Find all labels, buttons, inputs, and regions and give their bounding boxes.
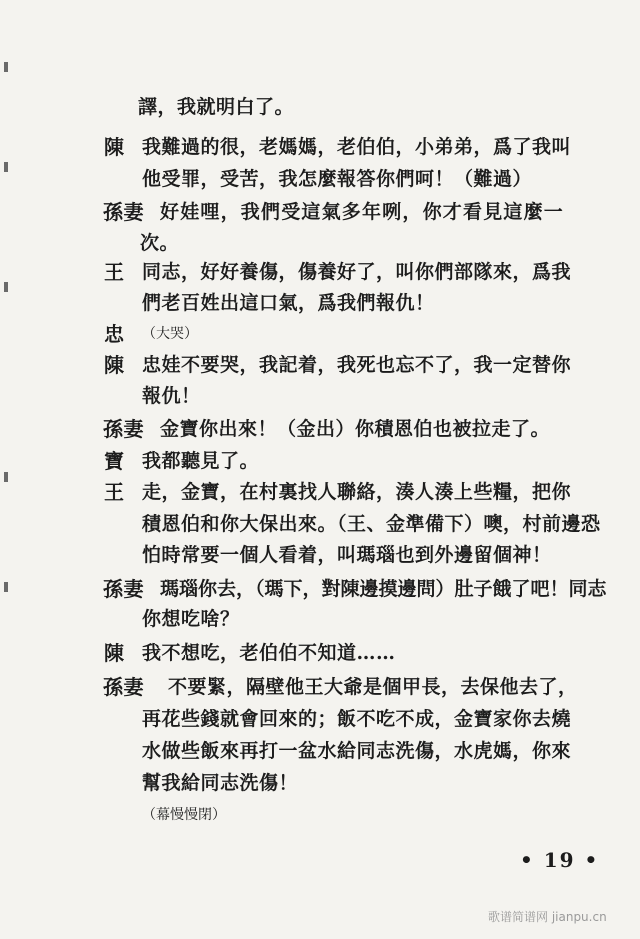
dialogue-text: 再花些錢就會回來的；飯不吃不成，金寶家你去燒	[142, 708, 572, 730]
speaker-name: 陳	[104, 641, 125, 665]
dialogue-text: 同志，好好養傷，傷養好了，叫你們部隊來，爲我	[142, 261, 572, 283]
dialogue-text: 好娃哩，我們受這氣多年咧，你才看見這麼一	[160, 201, 565, 223]
stage-direction: （幕慢慢閉）	[142, 807, 226, 823]
margin-mark	[4, 282, 8, 292]
dialogue-text: 忠娃不要哭，我記着，我死也忘不了，我一定替你	[142, 354, 572, 376]
dialogue-text: 水做些飯來再打一盆水給同志洗傷，水虎媽，你來	[142, 740, 572, 762]
speaker-name: 寶	[104, 449, 125, 473]
dialogue-text: 積恩伯和你大保出來。（王、金準備下）噢，村前邊恐	[142, 513, 601, 535]
dialogue-text: 次。	[140, 232, 180, 254]
dialogue-text: 他受罪，受苦，我怎麼報答你們呵！（難過）	[142, 168, 533, 190]
dialogue-text: 譯，我就明白了。	[138, 96, 295, 118]
speaker-name: 孫妻	[103, 675, 144, 699]
dialogue-text: 幫我給同志洗傷！	[142, 772, 299, 794]
dialogue-text: 瑪瑙你去，（瑪下，對陳邊摸邊問）肚子餓了吧！同志	[160, 578, 607, 600]
margin-mark	[4, 162, 8, 172]
dialogue-text: 你想吃啥？	[142, 608, 240, 630]
speaker-name: 孫妻	[103, 577, 144, 601]
margin-mark	[4, 62, 8, 72]
dialogue-text: 們老百姓出這口氣，爲我們報仇！	[142, 292, 435, 314]
margin-mark	[4, 582, 8, 592]
watermark: 歌谱简谱网 jianpu.cn	[488, 910, 607, 924]
speaker-name: 陳	[104, 135, 125, 159]
speaker-name: 陳	[104, 353, 125, 377]
speaker-name: 王	[104, 480, 125, 504]
dialogue-text: 走，金寶，在村裏找人聯絡，湊人湊上些糧，把你	[142, 481, 572, 503]
speaker-name: 孫妻	[103, 417, 144, 441]
speaker-name: 王	[104, 260, 125, 284]
speaker-name: 孫妻	[103, 200, 144, 224]
dialogue-text: 金寶你出來！（金出）你積恩伯也被拉走了。	[160, 418, 551, 440]
dialogue-text: 報仇！	[142, 385, 201, 407]
dialogue-text: 我不想吃，老伯伯不知道……	[142, 642, 396, 664]
margin-mark	[4, 472, 8, 482]
speaker-name: 忠	[104, 322, 125, 346]
dialogue-text: 我難過的很，老媽媽，老伯伯，小弟弟，爲了我叫	[142, 136, 572, 158]
page-number: • 19 •	[520, 848, 600, 872]
dialogue-text: 不要緊，隔壁他王大爺是個甲長，去保他去了，	[168, 676, 578, 698]
dialogue-text: 我都聽見了。	[142, 450, 260, 472]
dialogue-text: 怕時常要一個人看着，叫瑪瑙也到外邊留個神！	[142, 544, 552, 566]
stage-direction: （大哭）	[142, 326, 198, 342]
